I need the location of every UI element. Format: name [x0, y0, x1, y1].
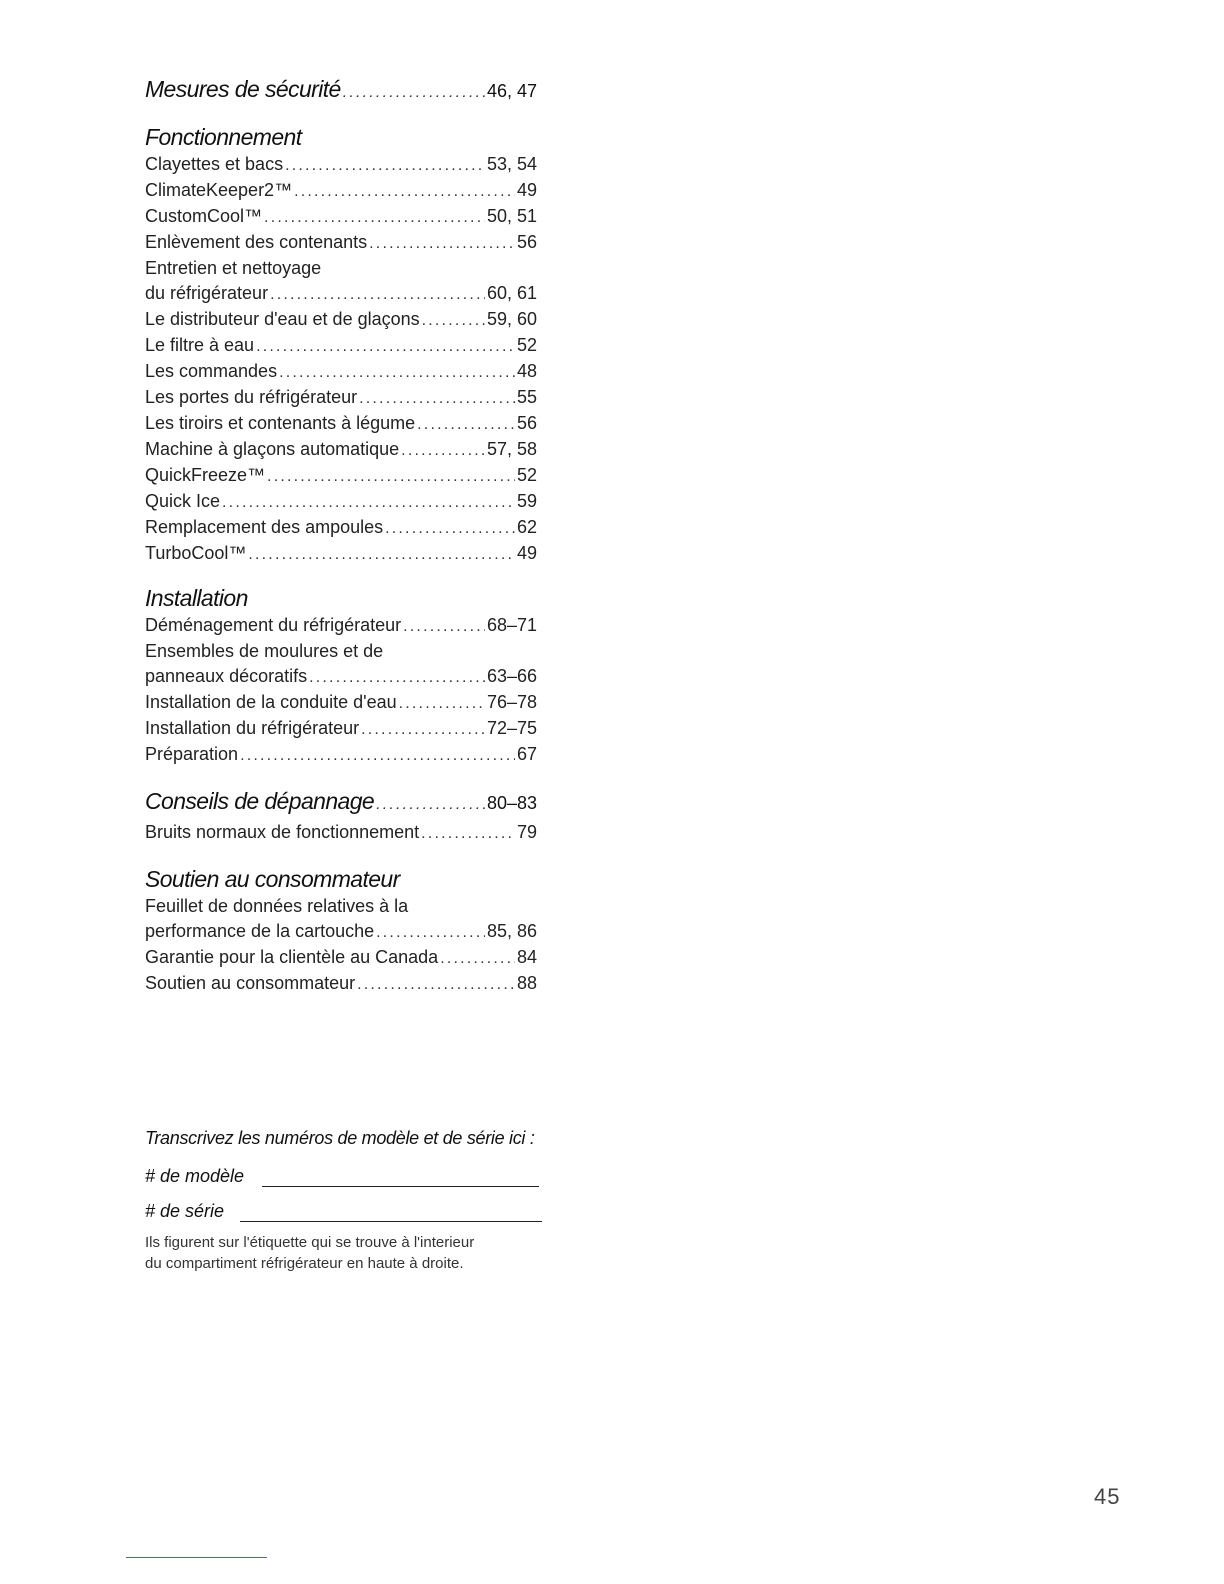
toc-entry-first-line: Ensembles de moulures et de — [145, 641, 384, 661]
toc-entry[interactable]: Enlèvement des contenants ..... 56 — [145, 230, 537, 256]
toc-entry[interactable]: CustomCool™ ..... 50, 51 — [145, 204, 537, 230]
serial-number-field — [145, 1194, 605, 1222]
toc-heading-fonctionnement[interactable]: Fonctionnement — [145, 124, 302, 150]
toc-heading-soutien[interactable]: Soutien au consommateur — [145, 866, 400, 892]
toc-entry-first-line: Entretien et nettoyage — [145, 258, 322, 278]
model-number-blank[interactable] — [262, 1166, 539, 1187]
toc-entry[interactable]: Préparation ..... 67 — [145, 742, 537, 768]
serial-number-label: # de série — [145, 1201, 225, 1221]
toc-entry[interactable]: Les portes du réfrigérateur ..... 55 — [145, 385, 537, 411]
toc-entry[interactable]: Déménagement du réfrigérateur ..... 68–71 — [145, 613, 537, 639]
toc-entry[interactable]: Garantie pour la clientèle au Canada ..... 84 — [145, 945, 537, 971]
footer-rule — [126, 1557, 267, 1558]
toc-entry-first-line: Feuillet de données relatives à la — [145, 896, 409, 916]
toc-entry[interactable]: Installation du réfrigérateur ..... 72–75 — [145, 716, 537, 742]
record-prompt: Transcrivez les numéros de modèle et de série ici : — [145, 1128, 535, 1148]
record-note: Ils figurent sur l'étiquette qui se trouve à l'interieur du compartiment réfrigérateur en haute à droite. — [145, 1234, 475, 1272]
toc-entry[interactable]: Installation de la conduite d'eau ..... 76–78 — [145, 690, 537, 716]
toc-entry[interactable]: QuickFreeze™ ..... 52 — [145, 463, 537, 489]
section-soutien — [145, 864, 537, 997]
toc-entry[interactable]: TurboCool™ ..... 49 — [145, 541, 537, 567]
model-serial-record — [145, 1124, 605, 1274]
toc-entry[interactable]: Les tiroirs et contenants à légume ..... 56 — [145, 411, 537, 437]
section-depannage — [145, 786, 537, 846]
toc-entry[interactable]: performance de la cartouche ..... 85, 86 — [145, 919, 537, 945]
toc-entry[interactable]: Clayettes et bacs ..... 53, 54 — [145, 152, 537, 178]
section-securite — [145, 74, 537, 108]
toc-entry[interactable]: Les commandes ..... 48 — [145, 359, 537, 385]
toc-heading-securite[interactable]: Mesures de sécurité ..... 46, 47 — [145, 74, 537, 108]
toc-entry[interactable]: Le filtre à eau ..... 52 — [145, 333, 537, 359]
toc-entry[interactable]: Quick Ice ..... 59 — [145, 489, 537, 515]
model-number-field — [145, 1159, 605, 1187]
model-number-label: # de modèle — [145, 1166, 245, 1186]
toc-entry[interactable]: panneaux décoratifs ..... 63–66 — [145, 664, 537, 690]
table-of-contents — [145, 74, 537, 997]
section-fonctionnement — [145, 122, 537, 567]
page-number: 45 — [1094, 1484, 1121, 1509]
toc-heading-installation[interactable]: Installation — [145, 585, 248, 611]
toc-entry[interactable]: Bruits normaux de fonctionnement ..... 79 — [145, 820, 537, 846]
toc-entry[interactable]: du réfrigérateur ..... 60, 61 — [145, 281, 537, 307]
toc-entry[interactable]: Machine à glaçons automatique ..... 57, 58 — [145, 437, 537, 463]
toc-entry[interactable]: Remplacement des ampoules ..... 62 — [145, 515, 537, 541]
toc-entry[interactable]: Le distributeur d'eau et de glaçons ..... 59, 60 — [145, 307, 537, 333]
toc-entry[interactable]: ClimateKeeper2™ ..... 49 — [145, 178, 537, 204]
serial-number-blank[interactable] — [240, 1201, 542, 1222]
section-installation — [145, 583, 537, 768]
toc-entry[interactable]: Soutien au consommateur ..... 88 — [145, 971, 537, 997]
toc-heading-depannage[interactable]: Conseils de dépannage ..... 80–83 — [145, 786, 537, 820]
